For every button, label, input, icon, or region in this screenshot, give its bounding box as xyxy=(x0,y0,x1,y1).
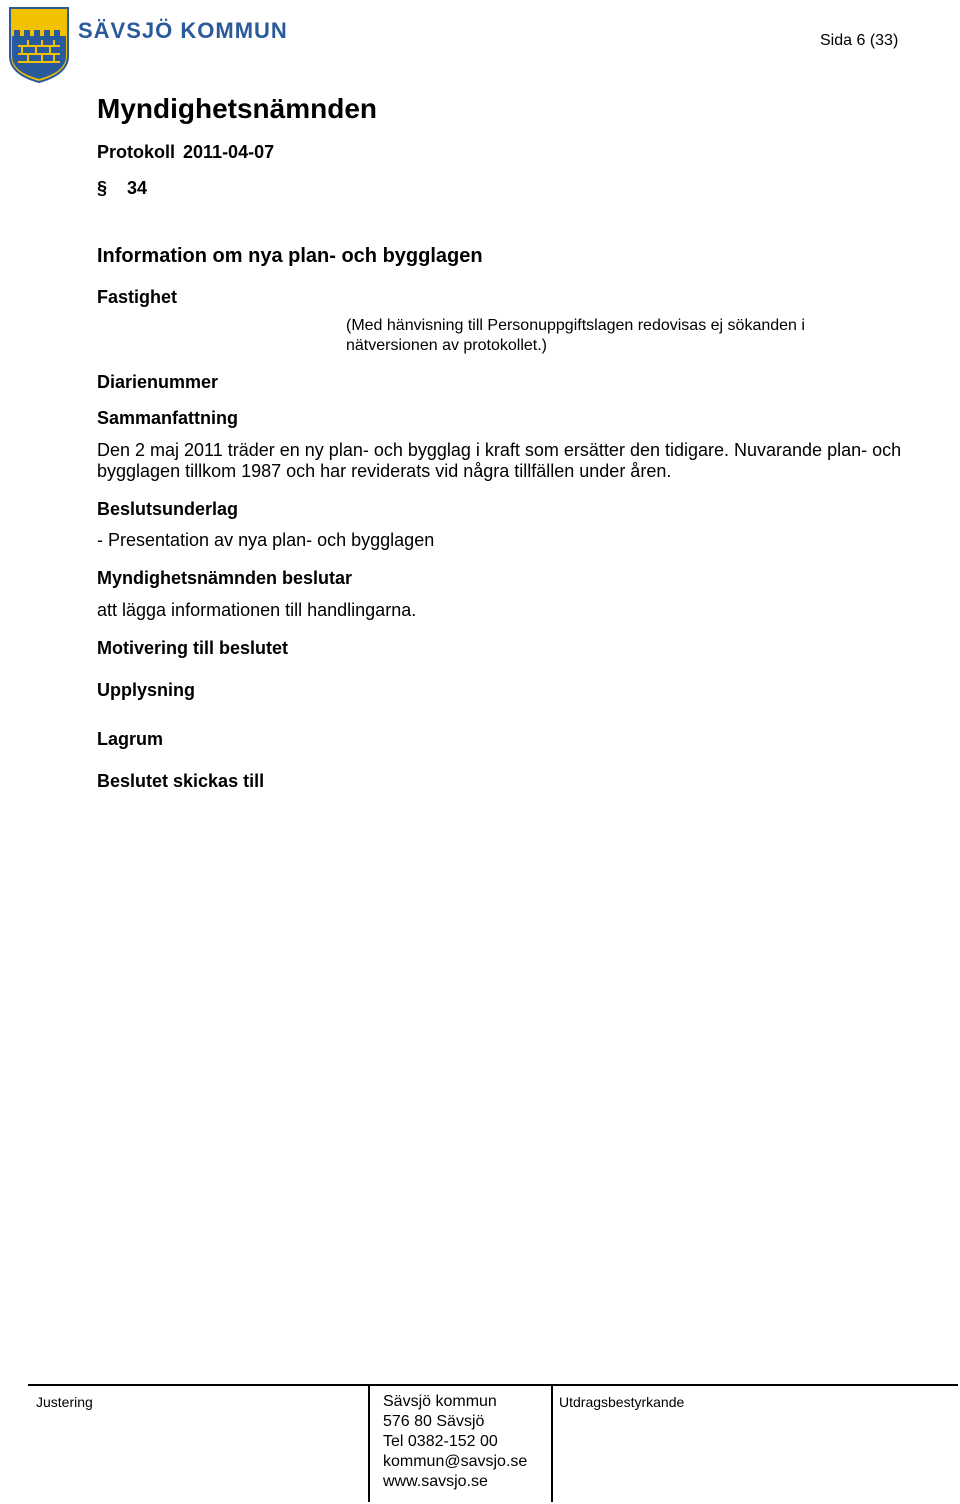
sammanfattning-text: Den 2 maj 2011 träder en ny plan- och bygglag i kraft som ersätter den tidigare. Nuvarande plan- och bygglagen tillkom 1987 och har reviderats vid några tillfällen under åren. xyxy=(97,440,902,481)
footer-org: Sävsjö kommun xyxy=(383,1393,497,1410)
skickas-label: Beslutet skickas till xyxy=(97,771,265,791)
footer-utdragsbestyrkande: Utdragsbestyrkande xyxy=(559,1394,685,1410)
footer-justering: Justering xyxy=(36,1394,93,1410)
page-title: Myndighetsnämnden xyxy=(97,93,378,124)
footer-column-divider xyxy=(368,1386,370,1502)
footer-phone: Tel 0382-152 00 xyxy=(383,1433,498,1450)
brand-wordmark: SÄVSJÖ KOMMUN xyxy=(78,18,288,43)
paragraph-number: 34 xyxy=(127,178,148,198)
footer-web[interactable]: www.savsjo.se xyxy=(383,1473,488,1490)
footer-divider xyxy=(28,1384,958,1386)
paragraph-symbol: § xyxy=(97,178,108,198)
beslutar-label: Myndighetsnämnden beslutar xyxy=(97,568,353,588)
municipality-crest-icon xyxy=(8,6,70,84)
beslutsunderlag-label: Beslutsunderlag xyxy=(97,499,239,519)
page-number: Sida 6 (33) xyxy=(820,32,899,49)
privacy-note: (Med hänvisning till Personuppgiftslagen redovisas ej sökanden i nätversionen av protokollet.) xyxy=(346,317,805,354)
protocol-date: 2011-04-07 xyxy=(183,142,275,162)
protocol-line xyxy=(97,142,274,163)
footer-address xyxy=(383,1392,527,1492)
paragraph-line xyxy=(97,178,147,199)
footer-email[interactable]: kommun@savsjo.se xyxy=(383,1453,528,1470)
motivering-label: Motivering till beslutet xyxy=(97,638,289,658)
protocol-label: Protokoll xyxy=(97,142,176,162)
footer-postal: 576 80 Sävsjö xyxy=(383,1413,485,1430)
sammanfattning-label: Sammanfattning xyxy=(97,408,239,428)
lagrum-label: Lagrum xyxy=(97,729,164,749)
beslutsunderlag-text: - Presentation av nya plan- och bygglagen xyxy=(97,530,435,550)
beslutar-text: att lägga informationen till handlingarna. xyxy=(97,600,417,620)
fastighet-label: Fastighet xyxy=(97,287,178,307)
footer-column-divider xyxy=(551,1386,553,1502)
upplysning-label: Upplysning xyxy=(97,680,195,700)
subject-heading: Information om nya plan- och bygglagen xyxy=(97,245,483,267)
diarienummer-label: Diarienummer xyxy=(97,372,219,392)
